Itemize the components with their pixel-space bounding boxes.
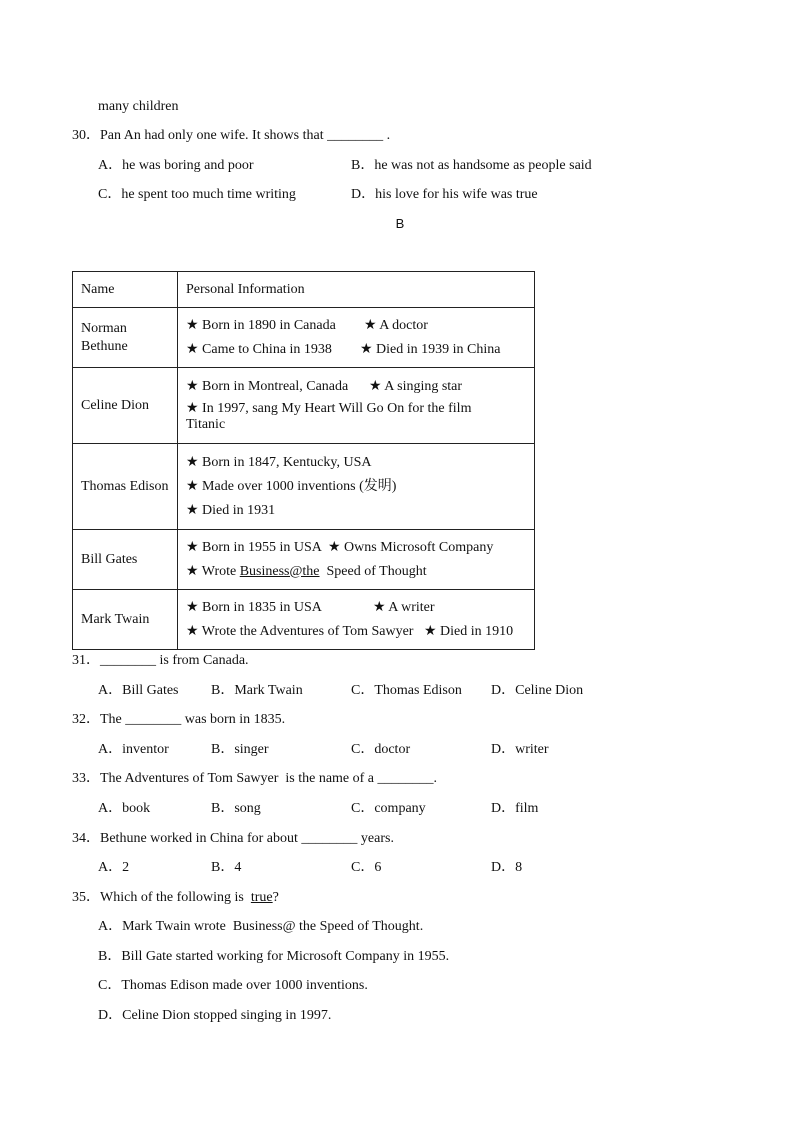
row-info (178, 308, 535, 368)
info-item: ★ Died in 1931 (186, 502, 276, 518)
info-item: ★ A doctor (364, 317, 428, 333)
row-name: Mark Twain (73, 590, 178, 650)
question-32-option-b[interactable]: B．singer (211, 742, 269, 757)
question-35-option-a[interactable]: A．Mark Twain wrote Business@ the Speed of Thought. (98, 919, 424, 934)
question-30-stem: 30．Pan An had only one wife. It shows that ________ . (72, 128, 391, 143)
row-name: Thomas Edison (73, 444, 178, 530)
question-31-option-a[interactable]: A．Bill Gates (98, 683, 179, 698)
table-header-row (73, 272, 535, 308)
info-item: Speed of Thought (319, 563, 427, 579)
row-name: Bill Gates (73, 530, 178, 590)
question-31-option-b[interactable]: B．Mark Twain (211, 683, 303, 698)
question-33-option-d[interactable]: D．film (491, 801, 539, 816)
info-item: ★ Came to China in 1938 (186, 341, 332, 357)
row-name: Celine Dion (73, 368, 178, 444)
info-item: ★ Died in 1939 in China (360, 341, 501, 357)
question-34-option-a[interactable]: A．2 (98, 860, 130, 875)
question-34-option-b[interactable]: B．4 (211, 860, 242, 875)
question-30-option-d[interactable]: D．his love for his wife was true (351, 187, 538, 202)
info-item: ★ Died in 1910 (424, 623, 514, 639)
question-30-option-b[interactable]: B．he was not as handsome as people said (351, 158, 592, 173)
question-31-stem: 31．________ is from Canada. (72, 653, 249, 668)
info-item: ★ Born in 1847, Kentucky, USA (186, 454, 372, 470)
question-34-option-d[interactable]: D．8 (491, 860, 523, 875)
info-item: ★ Made over 1000 inventions (发明) (186, 478, 397, 494)
question-35-option-b[interactable]: B．Bill Gate started working for Microsoft Company in 1955. (98, 949, 450, 964)
question-33-stem: 33．The Adventures of Tom Sawyer is the name of a ________. (72, 771, 438, 786)
row-info (178, 590, 535, 650)
table-row (73, 444, 535, 530)
info-item: ★ Born in 1890 in Canada (186, 317, 336, 333)
question-32-option-a[interactable]: A．inventor (98, 742, 169, 757)
info-item: ★ Born in 1835 in USA (186, 599, 322, 615)
question-32-option-c[interactable]: C．doctor (351, 742, 411, 757)
question-35-option-d[interactable]: D．Celine Dion stopped singing in 1997. (98, 1008, 332, 1023)
info-item: ★ A singing star (369, 379, 463, 394)
question-35-stem-text: 35．Which of the following is (72, 890, 251, 905)
row-info (178, 444, 535, 530)
info-item: Titanic (186, 417, 226, 432)
section-label: B (395, 216, 405, 231)
table-row (73, 368, 535, 444)
table-row (73, 590, 535, 650)
header-personal-info: Personal Information (178, 272, 535, 308)
question-35-stem-end: ? (272, 890, 279, 905)
info-item: ★ Born in 1955 in USA (186, 539, 322, 555)
question-33-option-a[interactable]: A．book (98, 801, 151, 816)
book-title-underlined: Business@the (239, 563, 320, 579)
table-row (73, 530, 535, 590)
row-info (178, 530, 535, 590)
question-32-option-d[interactable]: D．writer (491, 742, 549, 757)
info-item: ★ Born in Montreal, Canada (186, 379, 349, 394)
row-name: Norman Bethune (73, 308, 178, 368)
question-30-option-a[interactable]: A．he was boring and poor (98, 158, 254, 173)
table-row (73, 308, 535, 368)
question-30-option-c[interactable]: C．he spent too much time writing (98, 187, 296, 202)
question-35-option-c[interactable]: C．Thomas Edison made over 1000 inventions. (98, 978, 368, 993)
question-35-keyword: true (250, 890, 273, 905)
question-34-stem: 34．Bethune worked in China for about ________ years. (72, 831, 394, 846)
question-31-option-d[interactable]: D．Celine Dion (491, 683, 584, 698)
question-32-stem: 32．The ________ was born in 1835. (72, 712, 286, 727)
info-item: ★ A writer (373, 599, 435, 615)
question-31-option-c[interactable]: C．Thomas Edison (351, 683, 462, 698)
row-info (178, 368, 535, 444)
previous-text-continuation: many children (98, 99, 179, 114)
info-item: ★ Wrote (186, 563, 240, 579)
header-name: Name (73, 272, 178, 308)
question-33-option-b[interactable]: B．song (211, 801, 261, 816)
info-item: ★ Wrote the Adventures of Tom Sawyer (186, 623, 414, 639)
info-item: ★ In 1997, sang My Heart Will Go On for the film (186, 401, 472, 416)
question-34-option-c[interactable]: C．6 (351, 860, 382, 875)
info-item: ★ Owns Microsoft Company (328, 539, 494, 555)
personal-info-table (72, 271, 535, 650)
question-35-stem (72, 889, 279, 907)
question-33-option-c[interactable]: C．company (351, 801, 426, 816)
